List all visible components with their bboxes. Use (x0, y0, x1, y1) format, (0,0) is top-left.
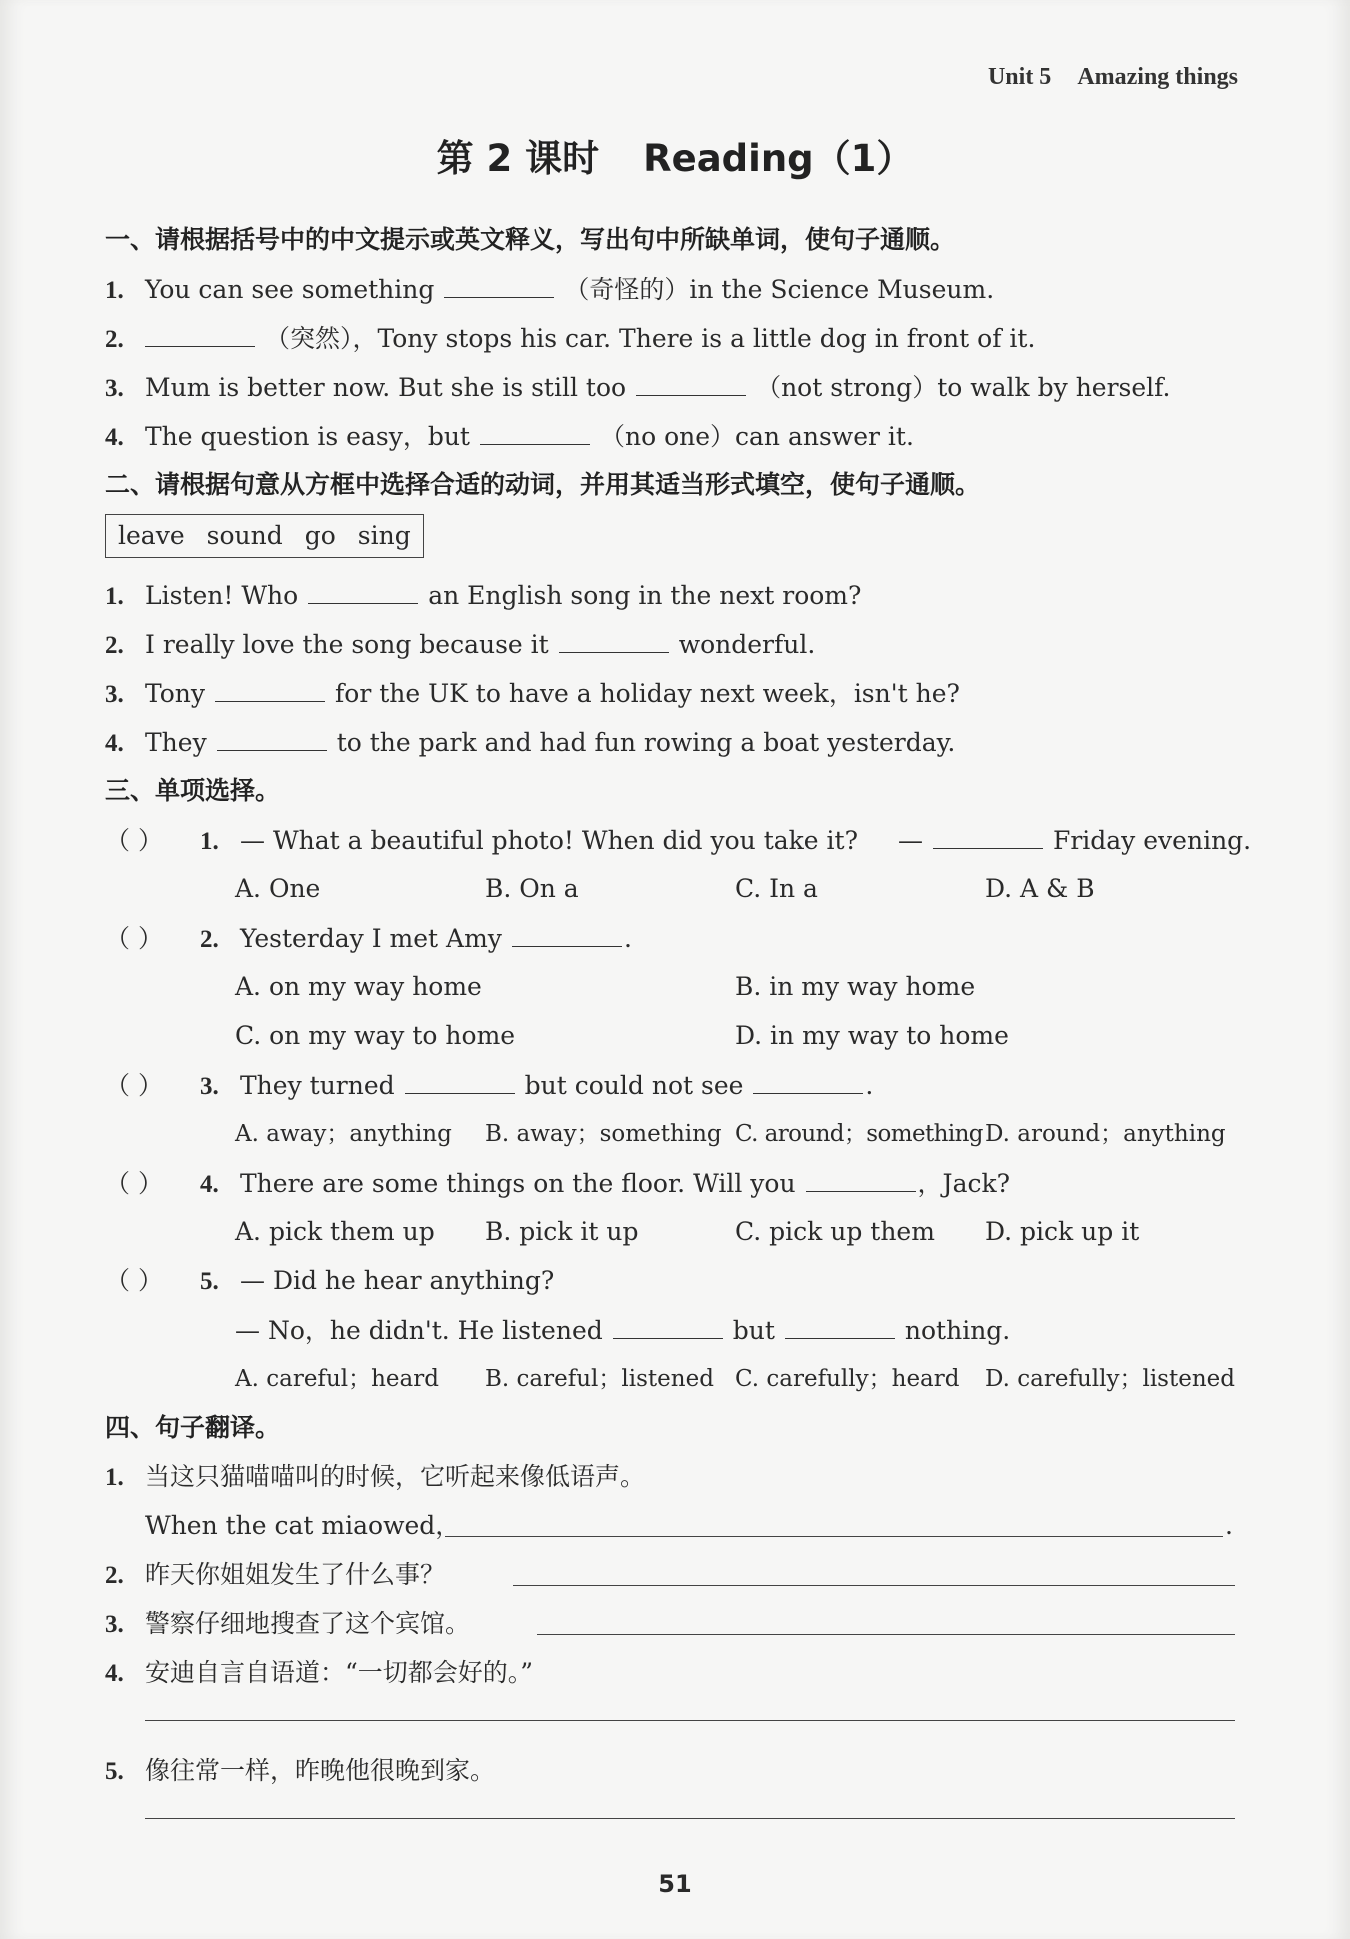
mc-options-1 (105, 871, 1235, 920)
s2-question-1: 1. Listen! Who an English song in the next room? (105, 577, 1235, 626)
answer-blank[interactable] (753, 1067, 863, 1094)
answer-blank[interactable] (806, 1165, 916, 1192)
question-number: 4. (200, 1171, 219, 1198)
answer-blank[interactable] (512, 920, 622, 947)
option-b[interactable]: B. away；something (485, 1121, 722, 1147)
option-d[interactable]: D. in my way to home (735, 1021, 1009, 1050)
answer-blank[interactable] (559, 626, 669, 653)
question-number: 1. (105, 277, 124, 304)
answer-blank[interactable] (217, 724, 327, 751)
unit-label: Unit 5 (987, 64, 1052, 90)
s1-question-1: 1. You can see something （奇怪的）in the Science Museum. (105, 271, 1235, 320)
s2-question-4: 4. They to the park and had fun rowing a boat yesterday. (105, 724, 1235, 773)
answer-bracket[interactable]: （ ） (105, 826, 163, 855)
translation-1-answer: When the cat miaowed， . (145, 1511, 1233, 1540)
mc-options-5 (105, 1361, 1235, 1410)
question-number: 2. (200, 926, 219, 953)
mc-question-5-reply: — No，he didn't. He listened but nothing. (105, 1312, 1235, 1361)
section-2-heading: 二、请根据句意从方框中选择合适的动词，并用其适当形式填空，使句子通顺。 (105, 470, 981, 499)
option-b[interactable]: B. pick it up (485, 1217, 639, 1246)
option-a[interactable]: A. on my way home (235, 972, 482, 1001)
translation-4-answer (105, 1704, 1235, 1753)
mc-question-2: （ ） 2. Yesterday I met Amy . (105, 920, 1235, 969)
question-number: 4. (105, 1660, 124, 1687)
s2-question-2: 2. I really love the song because it wonderful. (105, 626, 1235, 675)
translation-5-answer (105, 1802, 1235, 1851)
question-number: 1. (200, 828, 219, 855)
answer-line[interactable] (145, 1818, 1235, 1819)
answer-blank[interactable] (405, 1067, 515, 1094)
question-number: 5. (200, 1268, 219, 1295)
answer-blank[interactable] (613, 1312, 723, 1339)
translation-5: 5. 像往常一样，昨晚他很晚到家。 (105, 1753, 1235, 1802)
s1-question-4: 4. The question is easy，but （no one）can answer it. (105, 418, 1235, 467)
answer-bracket[interactable]: （ ） (105, 924, 163, 953)
mc-options-4 (105, 1214, 1235, 1263)
unit-title: Amazing things (1077, 64, 1238, 90)
section-1-heading: 一、请根据括号中的中文提示或英文释义，写出句中所缺单词，使句子通顺。 (105, 225, 956, 254)
mc-options-3 (105, 1116, 1235, 1165)
answer-blank[interactable] (444, 271, 554, 298)
question-number: 2. (105, 1562, 124, 1589)
option-b[interactable]: B. in my way home (735, 972, 976, 1001)
option-b[interactable]: B. On a (485, 874, 579, 903)
translation-2: 2. 昨天你姐姐发生了什么事？ (105, 1557, 1235, 1606)
word-box-row (105, 516, 1235, 577)
question-number: 4. (105, 730, 124, 757)
page-title (0, 128, 1350, 182)
translation-3: 3. 警察仔细地搜查了这个宾馆。 (105, 1606, 1235, 1655)
mc-options-2b (105, 1018, 1235, 1067)
translation-4: 4. 安迪自言自语道：“一切都会好的。” (105, 1655, 1235, 1704)
answer-bracket[interactable]: （ ） (105, 1266, 163, 1295)
mc-question-3: （ ） 3. They turned but could not see . (105, 1067, 1235, 1116)
answer-line[interactable] (537, 1634, 1235, 1635)
lesson-label: 第 2 课时 (436, 137, 600, 180)
word-box: leave sound go sing (105, 514, 424, 558)
option-a[interactable]: A. One (235, 874, 321, 903)
running-header (988, 64, 1238, 91)
exercise-content (105, 222, 1252, 1851)
s1-question-3: 3. Mum is better now. But she is still too （not strong）to walk by herself. (105, 369, 1235, 418)
answer-line[interactable] (513, 1585, 1235, 1586)
option-d[interactable]: D. A & B (985, 874, 1095, 903)
s2-question-3: 3. Tony for the UK to have a holiday next week，isn't he? (105, 675, 1235, 724)
answer-bracket[interactable]: （ ） (105, 1169, 163, 1198)
mc-options-2a (105, 969, 1235, 1018)
question-number: 5. (105, 1758, 124, 1785)
question-number: 1. (105, 583, 124, 610)
mc-question-1: （ ） 1. — What a beautiful photo! When did you take it? — Friday evening. (105, 822, 1235, 871)
question-number: 3. (105, 681, 124, 708)
question-number: 3. (105, 375, 124, 402)
answer-line[interactable] (445, 1536, 1223, 1537)
option-a[interactable]: A. careful；heard (235, 1366, 439, 1392)
option-c[interactable]: C. pick up them (735, 1217, 935, 1246)
answer-bracket[interactable]: （ ） (105, 1071, 163, 1100)
option-c[interactable]: C. carefully；heard (735, 1366, 960, 1392)
answer-blank[interactable] (933, 822, 1043, 849)
mc-question-5: （ ） 5. — Did he hear anything? (105, 1263, 1235, 1312)
question-number: 3. (105, 1611, 124, 1638)
question-number: 2. (105, 326, 124, 353)
answer-blank[interactable] (215, 675, 325, 702)
option-c[interactable]: C. In a (735, 874, 818, 903)
option-d[interactable]: D. around；anything (985, 1121, 1226, 1147)
question-number: 3. (200, 1073, 219, 1100)
option-b[interactable]: B. careful；listened (485, 1366, 714, 1392)
page-number: 51 (658, 1870, 692, 1898)
option-a[interactable]: A. pick them up (235, 1217, 435, 1246)
mc-question-4: （ ） 4. There are some things on the floor. Will you ，Jack? (105, 1165, 1235, 1214)
option-a[interactable]: A. away；anything (235, 1121, 452, 1147)
s1-question-2: 2. （突然），Tony stops his car. There is a little dog in front of it. (105, 320, 1235, 369)
answer-blank[interactable] (636, 369, 746, 396)
section-3-heading: 三、单项选择。 (105, 776, 281, 805)
answer-blank[interactable] (308, 577, 418, 604)
answer-blank[interactable] (480, 418, 590, 445)
section-4-heading: 四、句子翻译。 (105, 1413, 281, 1442)
option-c[interactable]: C. on my way to home (235, 1021, 516, 1050)
answer-blank[interactable] (145, 320, 255, 347)
option-c[interactable]: C. around；something (735, 1121, 983, 1147)
lesson-name: Reading（1） (643, 137, 914, 180)
answer-blank[interactable] (785, 1312, 895, 1339)
answer-line[interactable] (145, 1720, 1235, 1721)
question-number: 2. (105, 632, 124, 659)
translation-1: 1. 当这只猫喵喵叫的时候，它听起来像低语声。 (105, 1459, 1235, 1508)
option-d[interactable]: D. pick up it (985, 1217, 1140, 1246)
option-d[interactable]: D. carefully；listened (985, 1366, 1235, 1392)
question-number: 1. (105, 1464, 124, 1491)
question-number: 4. (105, 424, 124, 451)
